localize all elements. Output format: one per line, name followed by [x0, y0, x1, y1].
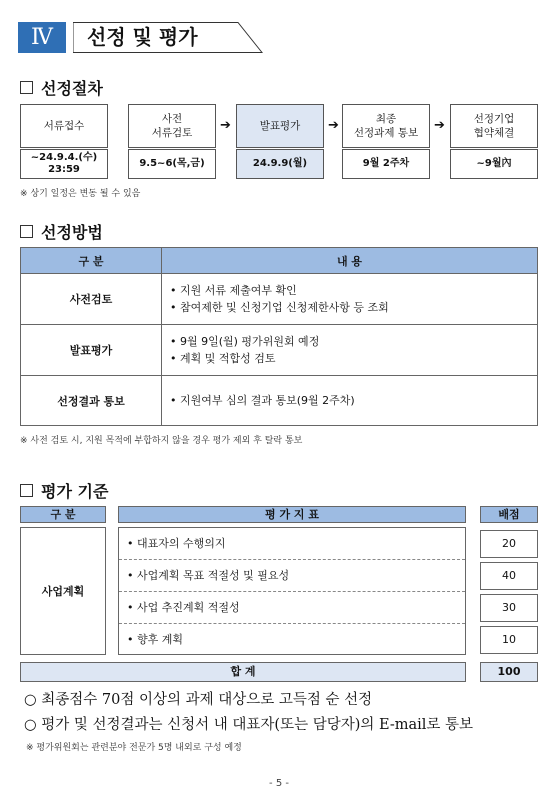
row-item: • 지원 서류 제출여부 확인: [170, 284, 297, 297]
evaluation-heading: [20, 479, 108, 502]
bullet-notification: ○ 평가 및 선정결과는 신청서 내 대표자(또는 담당자)의 E-mail로 통보: [24, 717, 474, 733]
method-heading-text: 선정방법: [41, 223, 103, 242]
row-category: 선정결과 통보: [21, 376, 162, 426]
step-2: [128, 104, 216, 179]
row-content: [162, 376, 538, 426]
section-title: 선정 및 평가: [87, 25, 198, 49]
eval-total-label: 합 계: [20, 662, 466, 682]
method-table: [20, 247, 538, 426]
header-content: 내 용: [162, 248, 538, 274]
procedure-heading-text: 선정절차: [41, 79, 103, 98]
procedure-note: ※ 상기 일정은 변동 될 수 있음: [20, 189, 141, 199]
eval-score: 40: [480, 562, 538, 590]
page-number: - 5 -: [269, 778, 289, 789]
header-category: 구 분: [21, 248, 162, 274]
checkbox-square-icon: [20, 81, 33, 94]
step-date: 9.5~6(목,금): [128, 149, 216, 179]
method-heading: [20, 220, 103, 243]
eval-score: 30: [480, 594, 538, 622]
step-date: ~9월內: [450, 149, 538, 179]
step-5: [450, 104, 538, 179]
eval-header-score: 배점: [480, 506, 538, 523]
bullet-selection: ○ 최종점수 70점 이상의 과제 대상으로 고득점 순 선정: [24, 692, 373, 708]
eval-category: 사업계획: [20, 527, 106, 655]
arrow-right-icon: ➔: [328, 118, 339, 133]
step-date: 9월 2주차: [342, 149, 430, 179]
step-name: 발표평가: [236, 104, 324, 148]
eval-header-index: 평 가 지 표: [118, 506, 466, 523]
row-item: • 계획 및 적합성 검토: [170, 352, 276, 365]
eval-item: • 사업 추진계획 적절성: [119, 592, 465, 624]
arrow-right-icon: ➔: [434, 118, 445, 133]
evaluation-heading-text: 평가 기준: [41, 482, 109, 501]
method-note: ※ 사전 검토 시, 지원 목적에 부합하지 않을 경우 평가 제외 후 탈락 통보: [20, 436, 303, 446]
step-date: ~24.9.4.(수) 23:59: [20, 149, 108, 179]
arrow-right-icon: ➔: [220, 118, 231, 133]
procedure-flow: [20, 104, 540, 179]
table-row: [21, 274, 538, 325]
row-category: 사전검토: [21, 274, 162, 325]
eval-item: • 향후 계획: [127, 633, 183, 646]
row-item: • 9월 9일(월) 평가위원회 예정: [170, 335, 320, 348]
step-name: 선정기업 협약체결: [450, 104, 538, 148]
step-1: [20, 104, 108, 179]
eval-score: 20: [480, 530, 538, 558]
section-number: Ⅳ: [18, 22, 66, 53]
table-row: [21, 325, 538, 376]
section-header: [18, 22, 263, 53]
eval-item: • 사업계획 목표 적절성 및 필요성: [119, 560, 465, 592]
step-name: 최종 선정과제 통보: [342, 104, 430, 148]
checkbox-square-icon: [20, 225, 33, 238]
table-row: [21, 376, 538, 426]
eval-total-score: 100: [480, 662, 538, 682]
section-title-box: [73, 22, 263, 53]
eval-score: 10: [480, 626, 538, 654]
procedure-heading: [20, 76, 103, 99]
eval-header-category: 구 분: [20, 506, 106, 523]
row-item: • 지원여부 심의 결과 통보(9월 2주차): [170, 394, 355, 407]
step-4: [342, 104, 430, 179]
row-content: [162, 274, 538, 325]
checkbox-square-icon: [20, 484, 33, 497]
step-3: [236, 104, 324, 179]
row-item: • 참여제한 및 신청기업 신청제한사항 등 조회: [170, 301, 389, 314]
row-content: [162, 325, 538, 376]
footnote: ※ 평가위원회는 관련분야 전문가 5명 내외로 구성 예정: [26, 743, 242, 753]
step-name: 서류접수: [20, 104, 108, 148]
table-header-row: [21, 248, 538, 274]
step-name: 사전 서류검토: [128, 104, 216, 148]
eval-items: [118, 527, 466, 655]
step-date: 24.9.9(월): [236, 149, 324, 179]
eval-item: • 대표자의 수행의지: [119, 528, 465, 560]
row-category: 발표평가: [21, 325, 162, 376]
